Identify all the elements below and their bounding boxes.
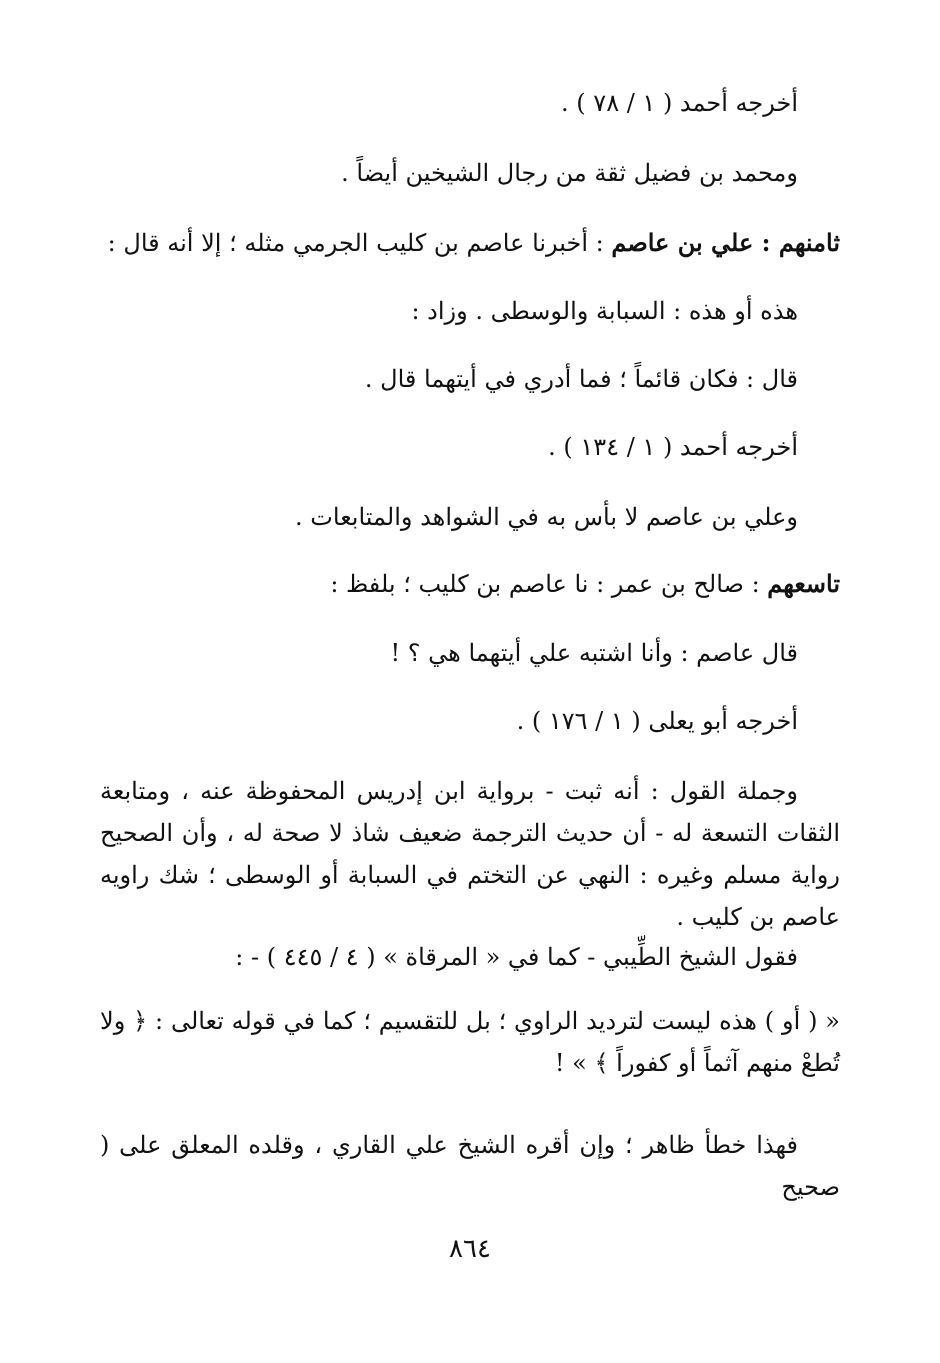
narrator-ninth-text: : صالح بن عمر : نا عاصم بن كليب ؛ بلفظ :	[330, 570, 768, 598]
text-line-3	[108, 226, 840, 260]
narrator-eighth-heading: ثامنهم : علي بن عاصم	[611, 228, 840, 257]
text-line-2: ومحمد بن فضيل ثقة من رجال الشيخين أيضاً .	[341, 159, 798, 187]
quote-paragraph-text: « ( أو ) هذه ليست لترديد الراوي ؛ بل للتقسيم ؛ كما في قوله تعالى : ﴿ ولا تُطعْ منهم آثماً أو كفوراً ﴾ » !	[100, 1007, 840, 1077]
page-number: ٨٦٤	[449, 1234, 491, 1264]
narrator-ninth-heading: تاسعهم	[767, 569, 840, 598]
narrator-eighth-text: : أخبرنا عاصم بن كليب الجرمي مثله ؛ إلا أنه قال :	[107, 229, 612, 257]
text-line-6: أخرجه أحمد ( ١ / ١٣٤ ) .	[548, 433, 798, 461]
summary-paragraph	[100, 770, 840, 938]
text-line-10: أخرجه أبو يعلى ( ١ / ١٧٦ ) .	[516, 707, 798, 735]
summary-paragraph-text: وجملة القول : أنه ثبت - برواية ابن إدريس المحفوظة عنه ، ومتابعة الثقات التسعة له - أن حديث الترجمة ضعيف شاذ لا صحة له ، وأن الصحيح رواية مسلم وغيره : النهي عن التختم في السبابة أو الوسطى ؛ شك راويه عاصم بن كليب .	[100, 777, 840, 931]
text-line-5: قال : فكان قائماً ؛ فما أدري في أيتهما قال .	[364, 365, 798, 393]
final-paragraph-text: فهذا خطأ ظاهر ؛ وإن أقره الشيخ علي القاري ، وقلده المعلق على ( صحيح	[100, 1131, 840, 1201]
text-line-7: وعلي بن عاصم لا بأس به في الشواهد والمتابعات .	[295, 503, 798, 531]
text-line-1: أخرجه أحمد ( ١ / ٧٨ ) .	[561, 89, 798, 117]
quote-intro: فقول الشيخ الطِّيبي - كما في « المرقاة » ( ٤ / ٤٤٥ ) - :	[235, 943, 798, 971]
text-line-8	[330, 567, 840, 601]
quote-paragraph	[100, 1000, 840, 1084]
text-line-9: قال عاصم : وأنا اشتبه علي أيتهما هي ؟ !	[390, 639, 798, 667]
text-line-4: هذه أو هذه : السبابة والوسطى . وزاد :	[411, 297, 798, 325]
final-paragraph	[100, 1124, 840, 1208]
